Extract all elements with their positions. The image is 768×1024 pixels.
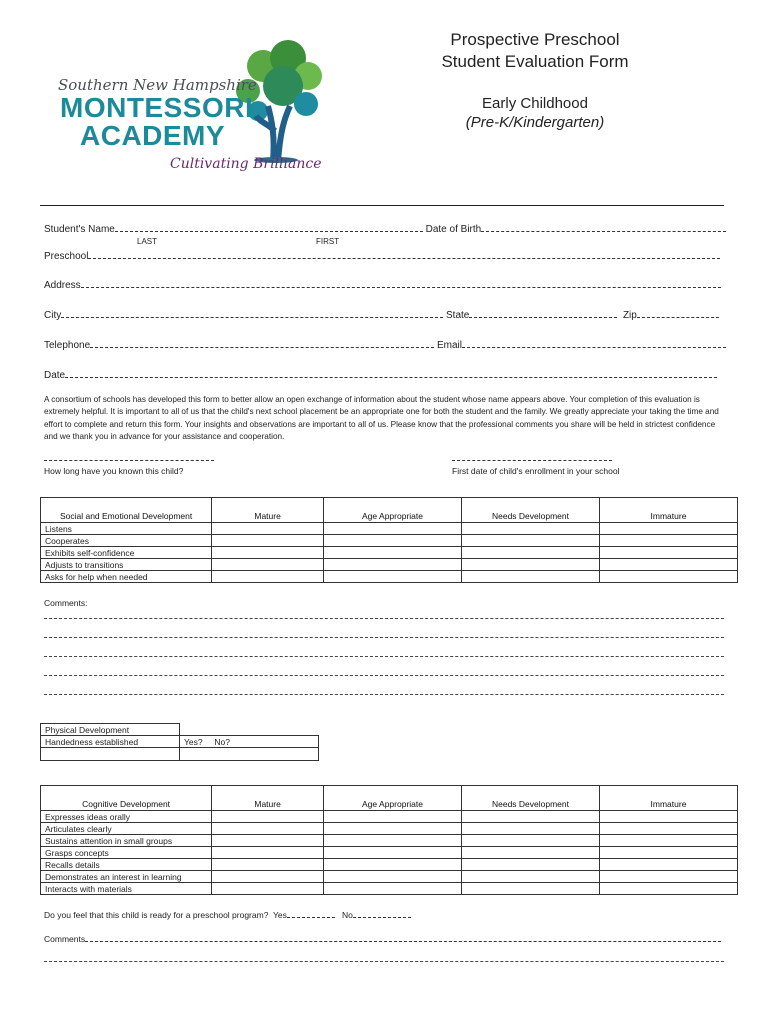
cell[interactable] (599, 571, 737, 583)
row-label: Adjusts to transitions (41, 559, 212, 571)
cell[interactable] (599, 883, 737, 895)
cell[interactable] (599, 835, 737, 847)
cell[interactable] (462, 811, 600, 823)
cell[interactable] (212, 883, 324, 895)
row-label: Asks for help when needed (41, 571, 212, 583)
cell[interactable] (212, 847, 324, 859)
cell[interactable] (462, 871, 600, 883)
student-name-label: Student's Name (44, 224, 115, 235)
last-name-hint: LAST (137, 237, 158, 246)
cell[interactable] (599, 811, 737, 823)
logo-text-school-region: Southern New Hampshire (58, 76, 257, 94)
no-option[interactable]: No? (214, 737, 230, 747)
cell[interactable] (324, 571, 462, 583)
row-label: Recalls details (41, 859, 212, 871)
cell[interactable] (212, 871, 324, 883)
yes-option[interactable]: Yes? (184, 737, 203, 747)
cell[interactable] (462, 847, 600, 859)
cell[interactable] (462, 571, 600, 583)
comments-label: Comments: (44, 598, 88, 608)
cell[interactable] (212, 523, 324, 535)
date-field[interactable] (44, 369, 717, 381)
table-row (41, 547, 738, 559)
cell[interactable] (599, 847, 737, 859)
preschool-label: Preschool (44, 251, 89, 262)
cell[interactable] (212, 571, 324, 583)
student-name-field[interactable] (44, 223, 726, 235)
cell[interactable] (599, 523, 737, 535)
row-label: Sustains attention in small groups (41, 835, 212, 847)
cell[interactable] (599, 823, 737, 835)
address-field[interactable] (44, 279, 721, 291)
row-label: Articulates clearly (41, 823, 212, 835)
cognitive-development-table (40, 785, 738, 895)
table-row (41, 559, 738, 571)
comments2-row[interactable] (44, 934, 721, 944)
row-label: Interacts with materials (41, 883, 212, 895)
ready-yes-label: Yes (273, 910, 287, 920)
physical-header: Physical Development (41, 724, 180, 736)
table-row (41, 535, 738, 547)
comment-line[interactable] (44, 656, 724, 657)
table-row (41, 847, 738, 859)
cell[interactable] (324, 847, 462, 859)
cognitive-header-category: Cognitive Development (41, 786, 212, 811)
cell[interactable] (462, 859, 600, 871)
table-row (41, 859, 738, 871)
cell[interactable] (324, 811, 462, 823)
form-title-line1: Prospective Preschool (450, 30, 620, 49)
enrollment-date-label: First date of child's enrollment in your school (452, 466, 620, 476)
comments2-label: Comments (44, 934, 86, 944)
logo-text-montessori: MONTESSORI (60, 92, 254, 123)
cell[interactable] (180, 748, 319, 761)
comment-line[interactable] (44, 961, 724, 962)
first-name-hint: FIRST (316, 237, 340, 246)
form-subtitle-grades: (Pre-K/Kindergarten) (465, 114, 605, 131)
cell[interactable] (324, 547, 462, 559)
cognitive-header-needs-development: Needs Development (462, 786, 600, 811)
table-row (41, 571, 738, 583)
cognitive-header-mature: Mature (212, 786, 324, 811)
row-label: Demonstrates an interest in learning (41, 871, 212, 883)
row-label: Cooperates (41, 535, 212, 547)
cell[interactable] (462, 823, 600, 835)
ready-no-blank[interactable] (353, 910, 411, 918)
cell[interactable] (599, 859, 737, 871)
logo-tagline: Cultivating Brilliance (170, 156, 322, 172)
city-label: City (44, 310, 62, 321)
table-row (41, 871, 738, 883)
cognitive-header-immature: Immature (599, 786, 737, 811)
ready-no-label: No (341, 910, 353, 920)
cognitive-header-age-appropriate: Age Appropriate (324, 786, 462, 811)
cell[interactable] (212, 535, 324, 547)
social-header-category: Social and Emotional Development (41, 498, 212, 523)
known-duration-line[interactable] (44, 460, 214, 461)
cell[interactable] (212, 559, 324, 571)
table-row (41, 823, 738, 835)
enrollment-date-line[interactable] (452, 460, 612, 461)
cell[interactable] (324, 835, 462, 847)
cell[interactable] (41, 748, 180, 761)
physical-development-table (40, 723, 319, 761)
comment-line[interactable] (44, 618, 724, 619)
cell[interactable] (462, 523, 600, 535)
social-header-needs-development: Needs Development (462, 498, 600, 523)
form-subtitle: Early Childhood (482, 95, 588, 112)
preschool-field[interactable] (44, 250, 720, 262)
telephone-email-row[interactable] (44, 339, 726, 351)
ready-yes-blank[interactable] (287, 910, 335, 918)
city-state-zip-row[interactable] (44, 309, 719, 321)
form-title-line2: Student Evaluation Form (441, 52, 629, 71)
cell[interactable] (212, 859, 324, 871)
logo-text-academy: ACADEMY (80, 120, 226, 151)
comment-line[interactable] (44, 637, 724, 638)
cell[interactable] (599, 547, 737, 559)
social-header-age-appropriate: Age Appropriate (324, 498, 462, 523)
known-duration-label: How long have you known this child? (44, 466, 184, 476)
cell[interactable] (324, 535, 462, 547)
ready-question: Do you feel that this child is ready for a preschool program? (44, 910, 269, 920)
telephone-label: Telephone (44, 340, 91, 351)
cell[interactable] (324, 859, 462, 871)
cell[interactable] (324, 823, 462, 835)
cell[interactable] (324, 871, 462, 883)
table-row (41, 835, 738, 847)
table-row (41, 883, 738, 895)
zip-label: Zip (622, 310, 637, 321)
table-row (41, 811, 738, 823)
intro-paragraph: A consortium of schools has developed this form to better allow an open exchange of information about the student whose name appears above. Your completion of this evaluation is extremely helpful. It is important to all of us that the child's next school placement be an appropriate one for both the student and the family. We greatly appreciate your taking the time and effort to complete and return this form. Your insights and observations are important to all of us. Please know that the professional comments you share will be held in strictest confidence and we thank you in advance for your assistance and cooperation. (44, 395, 719, 441)
header-divider (40, 205, 724, 206)
cell[interactable] (599, 871, 737, 883)
cell[interactable] (462, 547, 600, 559)
row-label: Exhibits self-confidence (41, 547, 212, 559)
cell[interactable] (599, 535, 737, 547)
ready-question-row (44, 910, 411, 920)
social-header-mature: Mature (212, 498, 324, 523)
social-header-immature: Immature (599, 498, 737, 523)
cell[interactable] (462, 535, 600, 547)
row-label: Listens (41, 523, 212, 535)
cell[interactable] (324, 559, 462, 571)
comment-line[interactable] (44, 675, 724, 676)
email-label: Email (436, 340, 462, 351)
social-emotional-table (40, 497, 738, 583)
cell[interactable] (462, 883, 600, 895)
handedness-label: Handedness established (41, 736, 180, 748)
cell[interactable] (599, 559, 737, 571)
dob-label: Date of Birth (425, 224, 482, 235)
cell[interactable] (462, 835, 600, 847)
state-label: State (446, 310, 470, 321)
table-row (41, 523, 738, 535)
date-label: Date (44, 370, 66, 381)
cell[interactable] (212, 547, 324, 559)
handedness-answer[interactable] (180, 736, 319, 748)
row-label: Grasps concepts (41, 847, 212, 859)
row-label: Expresses ideas orally (41, 811, 212, 823)
cell[interactable] (324, 523, 462, 535)
cell[interactable] (324, 883, 462, 895)
cell[interactable] (212, 823, 324, 835)
cell[interactable] (212, 811, 324, 823)
cell[interactable] (212, 835, 324, 847)
address-label: Address (44, 280, 81, 291)
comment-line[interactable] (44, 694, 724, 695)
cell[interactable] (462, 559, 600, 571)
